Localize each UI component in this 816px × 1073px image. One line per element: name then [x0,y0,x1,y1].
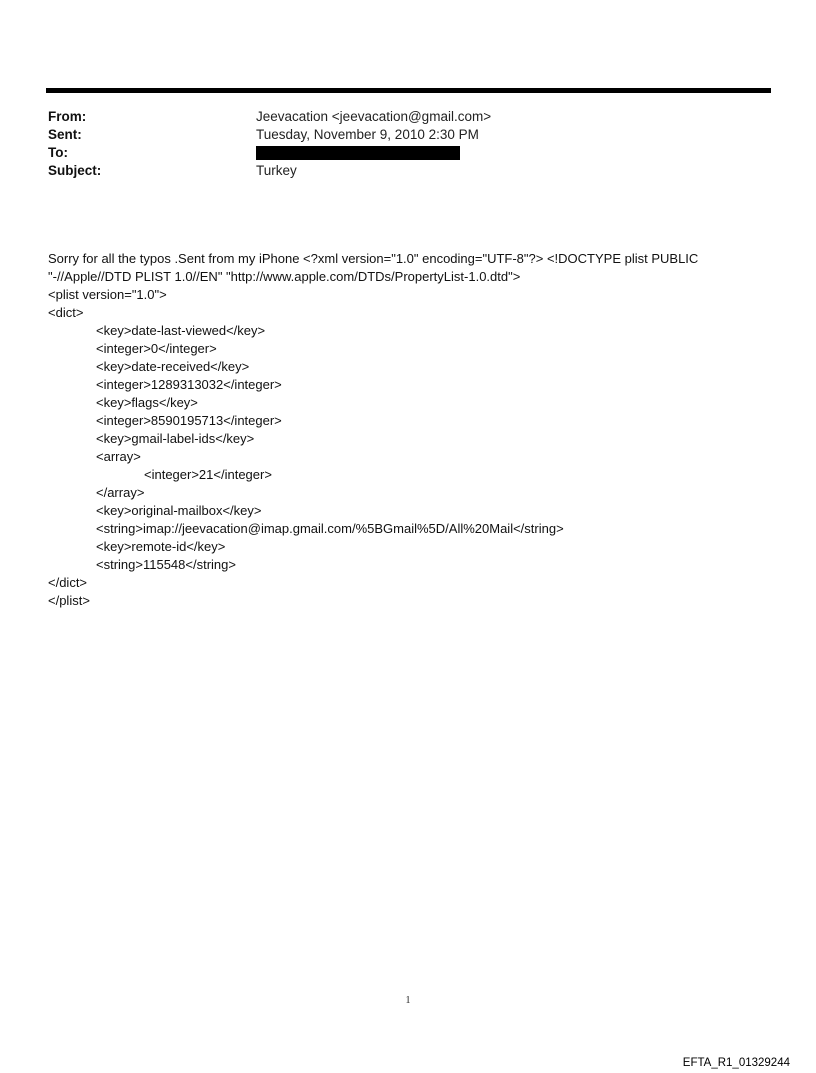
plist-line: <key>flags</key> [96,395,198,410]
plist-line: <string>imap://jeevacation@imap.gmail.com/%5BGmail%5D/All%20Mail</string> [96,521,564,536]
page-number: 1 [405,995,411,1006]
sent-label: Sent: [48,127,82,142]
subject-value: Turkey [256,163,297,178]
plist-line: <string>115548</string> [96,557,236,572]
plist-line: <dict> [48,305,84,320]
sent-value: Tuesday, November 9, 2010 2:30 PM [256,127,479,142]
plist-line: <integer>1289313032</integer> [96,377,282,392]
document-id: EFTA_R1_01329244 [682,1057,790,1069]
from-value: Jeevacation <jeevacation@gmail.com> [256,109,492,124]
plist-line: <key>date-received</key> [96,359,250,374]
plist-line: <integer>8590195713</integer> [96,413,282,428]
email-header [48,108,768,180]
from-row [48,108,768,126]
redaction-block [256,146,460,160]
plist-line: <key>date-last-viewed</key> [96,323,266,338]
from-label: From: [48,109,87,124]
subject-row [48,162,768,180]
plist-line: </dict> [48,575,88,590]
plist-line: <integer>0</integer> [96,341,217,356]
plist-line: </array> [96,485,145,500]
plist-line: <integer>21</integer> [144,467,272,482]
plist-line: <key>gmail-label-ids</key> [96,431,255,446]
to-row [48,144,768,162]
header-divider [46,88,771,93]
to-label: To: [48,145,68,160]
plist-line: <key>remote-id</key> [96,539,226,554]
plist-line: <key>original-mailbox</key> [96,503,262,518]
subject-label: Subject: [48,163,102,178]
plist-line: <array> [96,449,141,464]
plist-line: <plist version="1.0"> [48,287,167,302]
email-body [48,250,738,610]
sent-row [48,126,768,144]
plist-line: </plist> [48,593,90,608]
body-intro: Sorry for all the typos .Sent from my iPhone <?xml version="1.0" encoding="UTF-8"?> <!DOCTYPE plist PUBLIC "-//Apple//DTD PLIST 1.0//EN" "http://www.apple.com/DTDs/PropertyList-1.0.dtd"> [48,251,699,284]
